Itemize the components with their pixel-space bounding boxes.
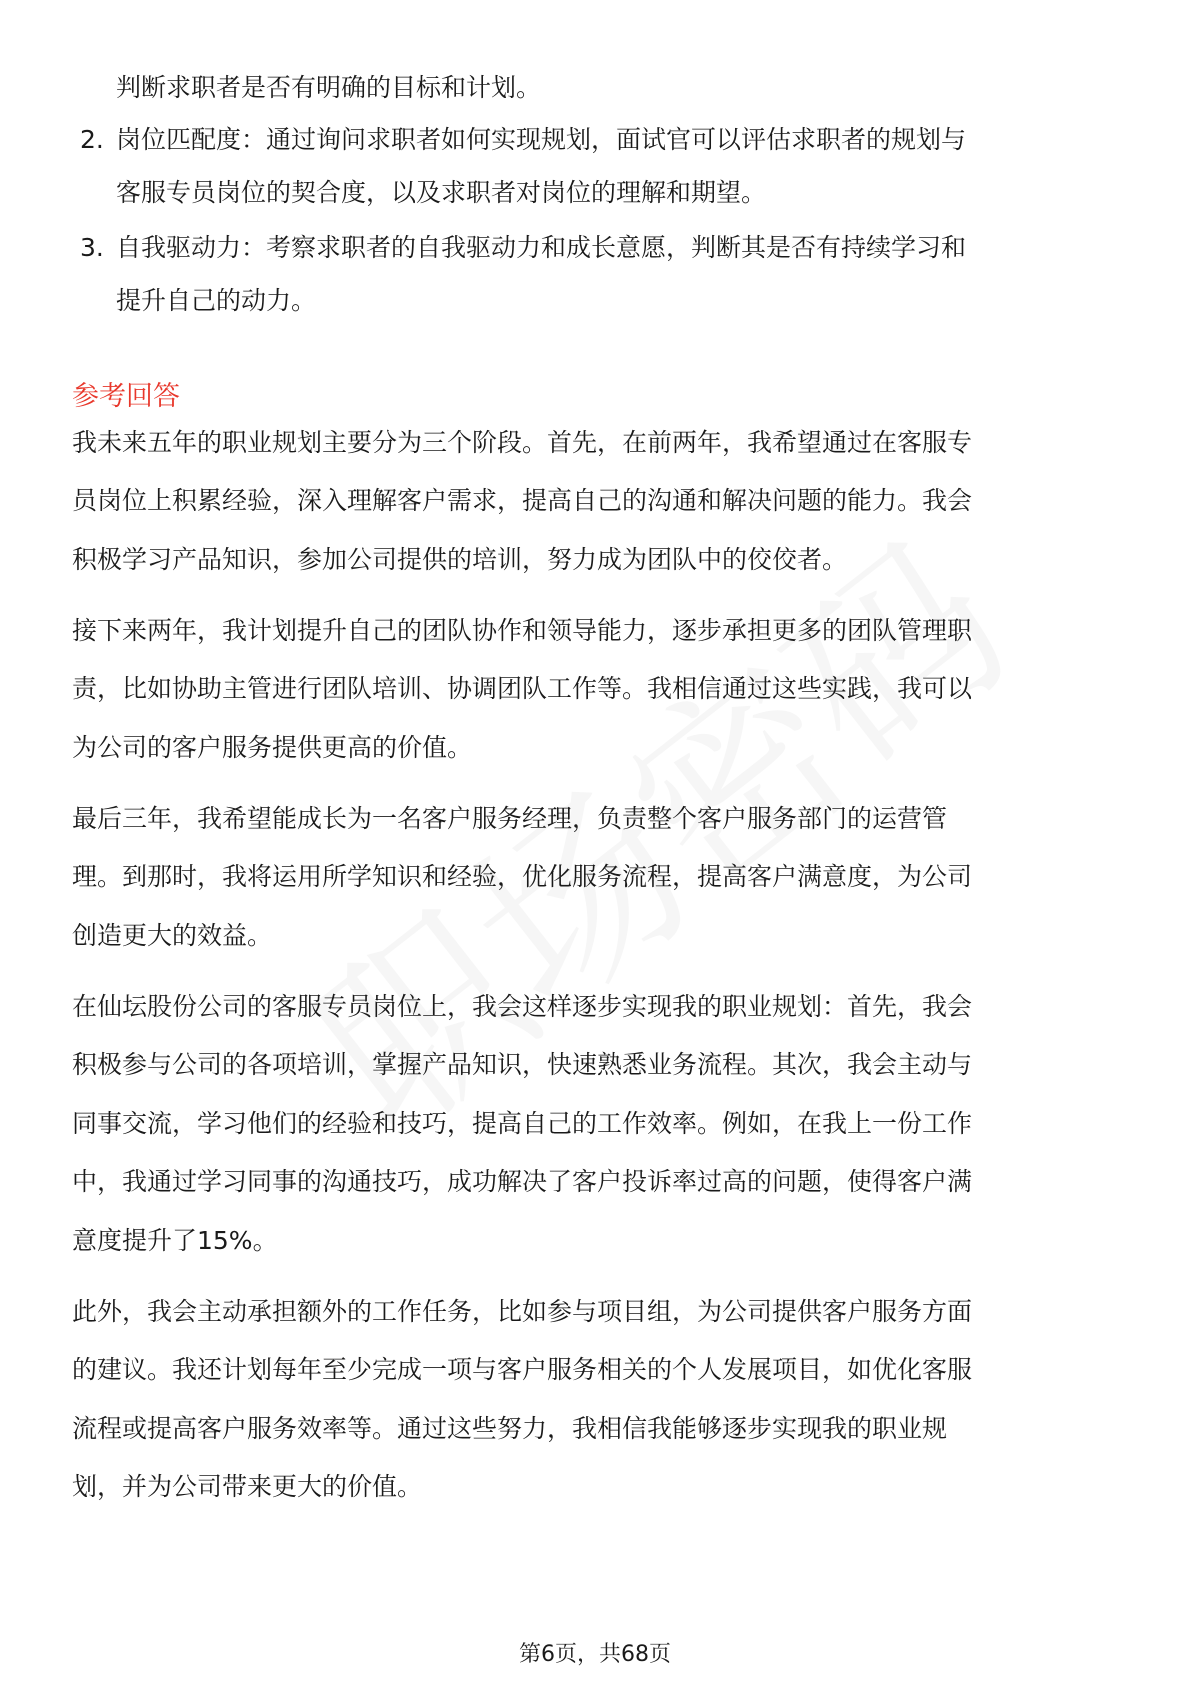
paragraph-line: 同事交流，学习他们的经验和技巧，提高自己的工作效率。例如，在我上一份工作 bbox=[72, 1108, 973, 1138]
paragraph-line: 意度提升了15%。 bbox=[72, 1225, 278, 1255]
list-item-line: 自我驱动力：考察求职者的自我驱动力和成长意愿，判断其是否有持续学习和 bbox=[116, 233, 967, 262]
paragraph-line: 的建议。我还计划每年至少完成一项与客户服务相关的个人发展项目，如优化客服 bbox=[72, 1355, 973, 1385]
paragraph-line: 理。到那时，我将运用所学知识和经验，优化服务流程，提高客户满意度，为公司 bbox=[72, 862, 973, 892]
page-number: 第6页，共68页 bbox=[519, 1642, 671, 1667]
paragraph-line: 员岗位上积累经验，深入理解客户需求，提高自己的沟通和解决问题的能力。我会 bbox=[72, 486, 973, 516]
paragraph-line: 我未来五年的职业规划主要分为三个阶段。首先，在前两年，我希望通过在客服专 bbox=[72, 428, 973, 457]
paragraph-line: 流程或提高客户服务效率等。通过这些努力，我相信我能够逐步实现我的职业规 bbox=[72, 1413, 948, 1443]
paragraph-line: 接下来两年，我计划提升自己的团队协作和领导能力，逐步承担更多的团队管理职 bbox=[72, 616, 973, 645]
paragraph-line: 最后三年，我希望能成长为一名客户服务经理，负责整个客户服务部门的运营管 bbox=[72, 804, 948, 833]
answer-paragraph bbox=[72, 1283, 1122, 1517]
answer-paragraph bbox=[72, 790, 1122, 965]
list-item-number: 3. bbox=[80, 233, 104, 262]
list-item-line: 岗位匹配度：通过询问求职者如何实现规划，面试官可以评估求职者的规划与 bbox=[116, 125, 967, 154]
paragraph-line: 责，比如协助主管进行团队培训、协调团队工作等。我相信通过这些实践，我可以 bbox=[72, 674, 973, 704]
paragraph-line: 创造更大的效益。 bbox=[72, 920, 273, 950]
answer-paragraph bbox=[72, 602, 1122, 777]
answer-paragraph bbox=[72, 978, 1122, 1270]
paragraph-line: 此外，我会主动承担额外的工作任务，比如参与项目组，为公司提供客户服务方面 bbox=[72, 1297, 973, 1326]
list-item-continuation: 判断求职者是否有明确的目标和计划。 bbox=[116, 73, 542, 102]
list-item-line: 提升自己的动力。 bbox=[116, 286, 317, 315]
paragraph-line: 积极学习产品知识，参加公司提供的培训，努力成为团队中的佼佼者。 bbox=[72, 544, 848, 574]
paragraph-line: 划，并为公司带来更大的价值。 bbox=[72, 1472, 423, 1502]
paragraph-line: 积极参与公司的各项培训，掌握产品知识，快速熟悉业务流程。其次，我会主动与 bbox=[72, 1050, 973, 1080]
section-heading: 参考回答 bbox=[72, 381, 180, 412]
list-item-line: 客服专员岗位的契合度，以及求职者对岗位的理解和期望。 bbox=[116, 178, 767, 207]
paragraph-line: 在仙坛股份公司的客服专员岗位上，我会这样逐步实现我的职业规划：首先，我会 bbox=[72, 992, 973, 1021]
paragraph-line: 中，我通过学习同事的沟通技巧，成功解决了客户投诉率过高的问题，使得客户满 bbox=[72, 1167, 973, 1197]
paragraph-line: 为公司的客户服务提供更高的价值。 bbox=[72, 732, 473, 762]
list-item-number: 2. bbox=[80, 125, 104, 154]
answer-paragraph bbox=[72, 414, 1122, 589]
